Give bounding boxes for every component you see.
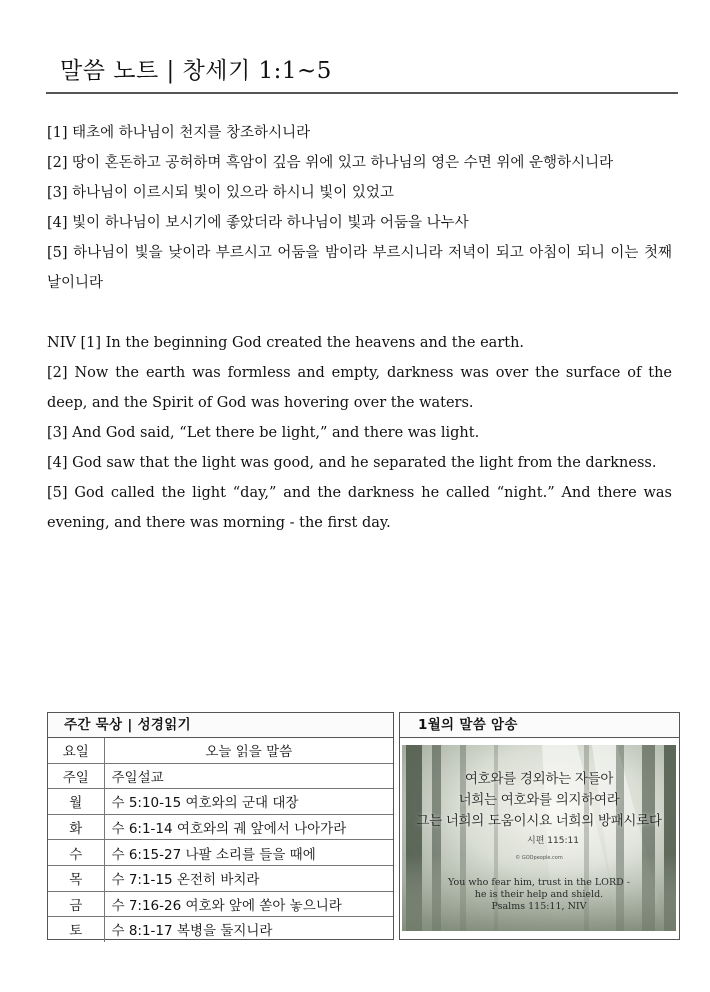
misty-forest-photo — [402, 745, 676, 931]
day-cell: 주일 — [48, 763, 104, 789]
day-cell: 금 — [48, 891, 104, 917]
korean-verse-5: [5] 하나님이 빛을 낮이라 부르시고 어둠을 밤이라 부르시니라 저녁이 되고 아침이 되니 이는 첫째 날이니라 — [47, 245, 672, 291]
reading-cell: 수 6:1-14 여호와의 궤 앞에서 나아가라 — [104, 814, 393, 840]
niv-verse-3: [3] And God said, “Let there be light,” and there was light. — [47, 425, 480, 441]
reading-cell: 수 8:1-17 복병을 둘지니라 — [111, 923, 273, 940]
reading-cell: 수 7:16-26 여호와 앞에 쏟아 놓으니라 — [104, 891, 393, 917]
memory-korean-line-1: 여호와를 경외하는 자들아 — [464, 771, 614, 787]
memory-site-credit: © GODpeople.com — [515, 855, 563, 861]
reading-cell: 수 5:10-15 여호와의 군대 대장 — [104, 789, 393, 815]
table-row — [48, 763, 393, 789]
memory-english-line-3: Psalms 115:11, NIV — [491, 901, 587, 912]
memory-verse-title: 1월의 말씀 암송 — [400, 713, 679, 738]
memory-korean-reference: 시편 115:11 — [527, 836, 579, 846]
table-row — [48, 917, 393, 942]
table-row — [48, 789, 393, 815]
col-day-header: 요일 — [48, 738, 104, 763]
niv-verse-5: [5] God called the light “day,” and the darkness he called “night.” And there was evening, and there was morning - the first day. — [47, 485, 672, 531]
title-divider — [46, 92, 678, 94]
day-cell: 화 — [48, 814, 104, 840]
verse-body — [47, 118, 672, 538]
reading-cell: 수 6:15-27 나팔 소리를 들을 때에 — [104, 840, 393, 866]
korean-verse-1: [1] 태초에 하나님이 천지를 창조하시니라 — [47, 125, 311, 141]
memory-korean-line-3: 그는 너희의 도움이시요 너희의 방패시로다 — [416, 813, 662, 829]
day-cell: 수 — [48, 840, 104, 866]
table-row — [48, 840, 393, 866]
day-cell: 목 — [48, 865, 104, 891]
korean-verse-3: [3] 하나님이 이르시되 빛이 있으라 하시니 빛이 있었고 — [47, 185, 394, 201]
korean-verse-4: [4] 빛이 하나님이 보시기에 좋았더라 하나님이 빛과 어둠을 나누사 — [47, 215, 469, 231]
col-reading-header: 오늘 읽을 말씀 — [104, 738, 393, 763]
reading-cell: 주일설교 — [104, 763, 393, 789]
weekly-reading-box — [47, 712, 394, 940]
memory-english-line-1: You who fear him, trust in the LORD - — [448, 877, 630, 888]
reading-table — [48, 738, 393, 942]
reading-table-header — [48, 738, 393, 763]
memory-verse-box — [399, 712, 680, 940]
reading-cell: 수 7:1-15 온전히 바치라 — [104, 865, 393, 891]
page-title: 말씀 노트 | 창세기 1:1~5 — [60, 58, 332, 84]
niv-verse-1: NIV [1] In the beginning God created the heavens and the earth. — [47, 335, 525, 351]
day-cell: 월 — [48, 789, 104, 815]
table-row — [48, 814, 393, 840]
niv-verse-4: [4] God saw that the light was good, and he separated the light from the darkness. — [47, 455, 657, 471]
memory-english-line-2: he is their help and shield. — [474, 889, 604, 900]
table-row — [48, 891, 393, 917]
weekly-reading-title: 주간 묵상 | 성경읽기 — [48, 713, 393, 738]
table-row — [48, 865, 393, 891]
korean-verse-2: [2] 땅이 혼돈하고 공허하며 흑암이 깊음 위에 있고 하나님의 영은 수면 위에 운행하시니라 — [47, 155, 614, 171]
memory-korean-line-2: 너희는 여호와를 의지하여라 — [458, 792, 620, 808]
day-cell: 토 — [48, 917, 104, 942]
section-gap — [47, 298, 672, 328]
niv-verse-2: [2] Now the earth was formless and empty, darkness was over the surface of the deep, and the Spirit of God was hovering over the waters. — [47, 365, 672, 411]
